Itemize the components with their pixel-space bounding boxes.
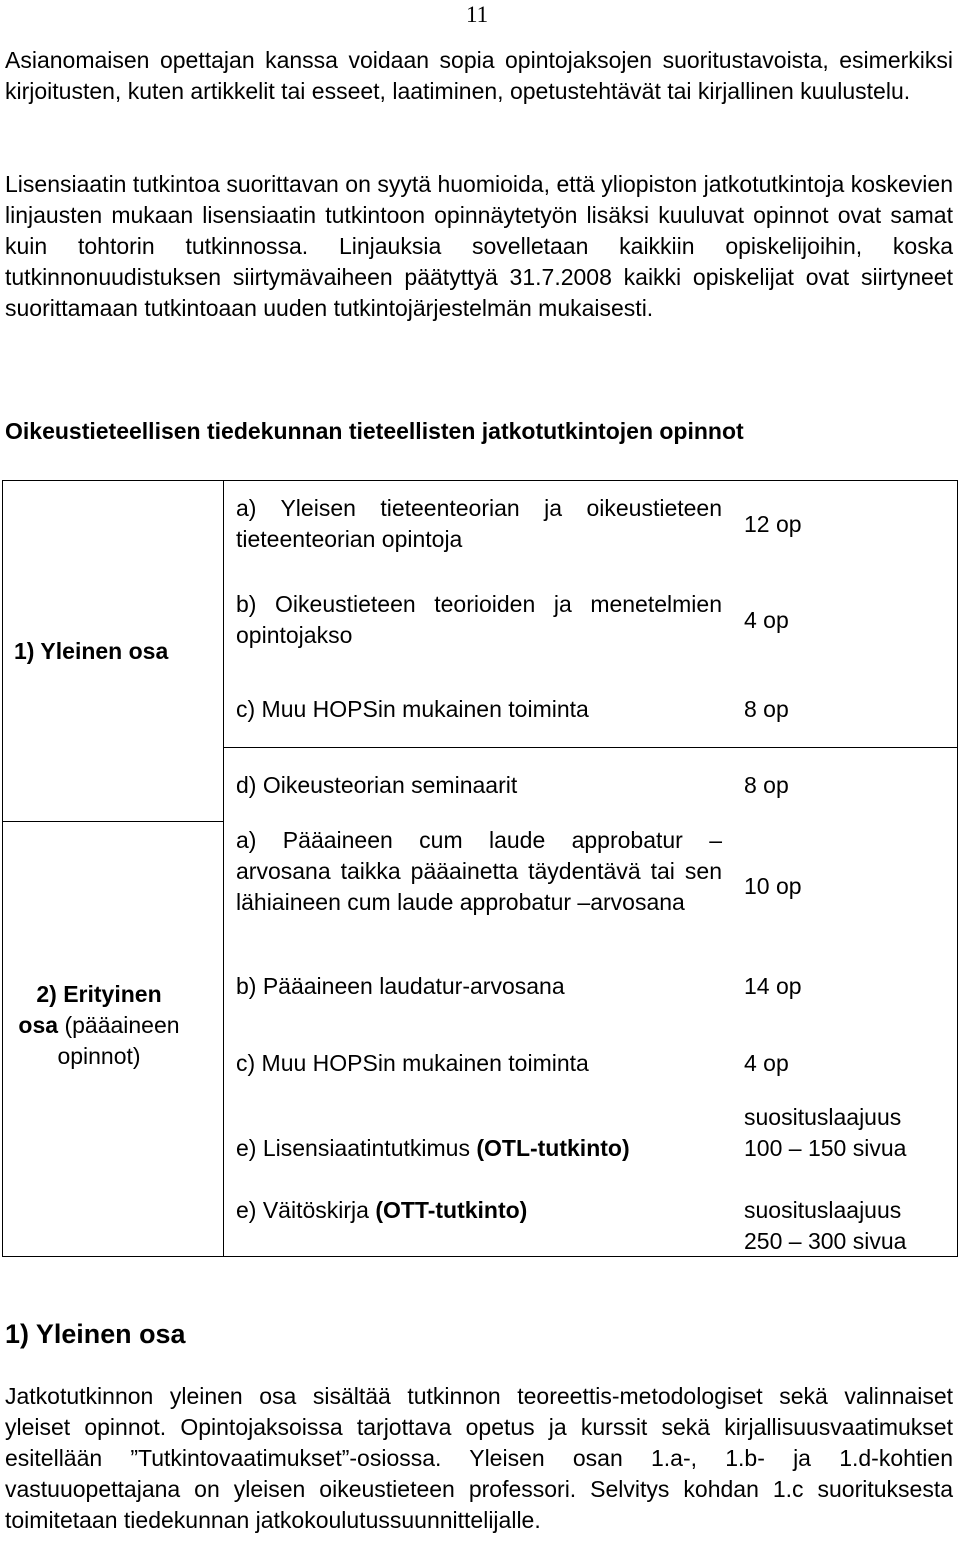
- licentiate-degree: (OTL-tutkinto): [476, 1135, 630, 1161]
- general-row-c-item: c) Muu HOPSin mukainen toiminta: [236, 696, 589, 722]
- doctoral-recommended-length: suosituslaajuus 250 – 300 sivua: [744, 1197, 907, 1254]
- special-row-b-credits: 14 op: [744, 973, 802, 999]
- general-part-paragraph: Jatkotutkinnon yleinen osa sisältää tutkinnon teoreettis-metodologiset sekä valinnaiset yleiset opinnot. Opintojaksoissa tarjottava opetus ja kurssit sekä kirjallisuusvaatimukset esitellään ”Tutkintovaatimukset”-osiossa. Yleisen osan 1.a-, 1.b- ja 1.d-kohtien vastuuopettajana on yleisen oikeustieteen professori. Selvitys kohdan 1.c suorituksesta toimitetaan tiedekunnan jatkokoulutussuunnittelijalle.: [5, 1383, 953, 1533]
- special-part-label: [14, 979, 184, 1072]
- general-part-label: 1) Yleinen osa: [14, 638, 169, 664]
- special-row-a-item: a) Pääaineen cum laude approbatur – arvosana taikka pääainetta täydentävä tai sen lähiaineen cum laude approbatur –arvosana: [236, 827, 722, 915]
- page-number: 11: [466, 2, 489, 27]
- special-part-label-sub: (pääaineen opinnot): [57, 1012, 180, 1069]
- studies-heading: Oikeustieteellisen tiedekunnan tieteellisten jatkotutkintojen opinnot: [5, 418, 744, 444]
- special-row-c-item: c) Muu HOPSin mukainen toiminta: [236, 1050, 589, 1076]
- special-row-c-credits: 4 op: [744, 1050, 789, 1076]
- licentiate-paragraph: Lisensiaatin tutkintoa suorittavan on syytä huomioida, että yliopiston jatkotutkintoja koskevien linjausten mukaan lisensiaatin tutkintoon opinnäytetyön lisäksi kuuluvat opinnot ovat samat kuin tohtorin tutkinnossa. Linjauksia sovelletaan kaikkiin opiskelijoihin, koska tutkinnonuudistuksen siirtymävaiheen päätyttyä 31.7.2008 kaikki opiskelijat ovat siirtyneet suorittamaan tutkintoaan uuden tutkintojärjestelmän mukaisesti.: [5, 171, 953, 321]
- special-part-label-main: 2) Erityinen osa: [18, 981, 162, 1038]
- doctoral-thesis-item: e) Väitöskirja (OTT-tutkinto): [236, 1197, 528, 1223]
- general-row-b-credits: 4 op: [744, 607, 789, 633]
- special-row-a-credits: 10 op: [744, 873, 802, 899]
- general-row-a-item: a) Yleisen tieteenteorian ja oikeustieteen tieteenteorian opintoja: [236, 495, 722, 552]
- doctoral-degree: (OTT-tutkinto): [375, 1197, 528, 1223]
- special-row-b-item: b) Pääaineen laudatur-arvosana: [236, 973, 565, 999]
- general-row-d-item: d) Oikeusteorian seminaarit: [236, 772, 518, 798]
- general-part-section-heading: 1) Yleinen osa: [5, 1319, 186, 1349]
- licentiate-thesis-item: e) Lisensiaatintutkimus (OTL-tutkinto): [236, 1135, 630, 1161]
- intro-paragraph: Asianomaisen opettajan kanssa voidaan sopia opintojaksojen suoritustavoista, esimerkiksi kirjoitusten, kuten artikkelit tai esseet, laatiminen, opetustehtävät tai kirjallinen kuulustelu.: [5, 47, 953, 104]
- general-row-d-credits: 8 op: [744, 772, 789, 798]
- licentiate-recommended-length: suosituslaajuus 100 – 150 sivua: [744, 1104, 907, 1161]
- general-row-c-credits: 8 op: [744, 696, 789, 722]
- general-row-b-item: b) Oikeustieteen teorioiden ja menetelmien opintojakso: [236, 591, 722, 648]
- general-row-a-credits: 12 op: [744, 511, 802, 537]
